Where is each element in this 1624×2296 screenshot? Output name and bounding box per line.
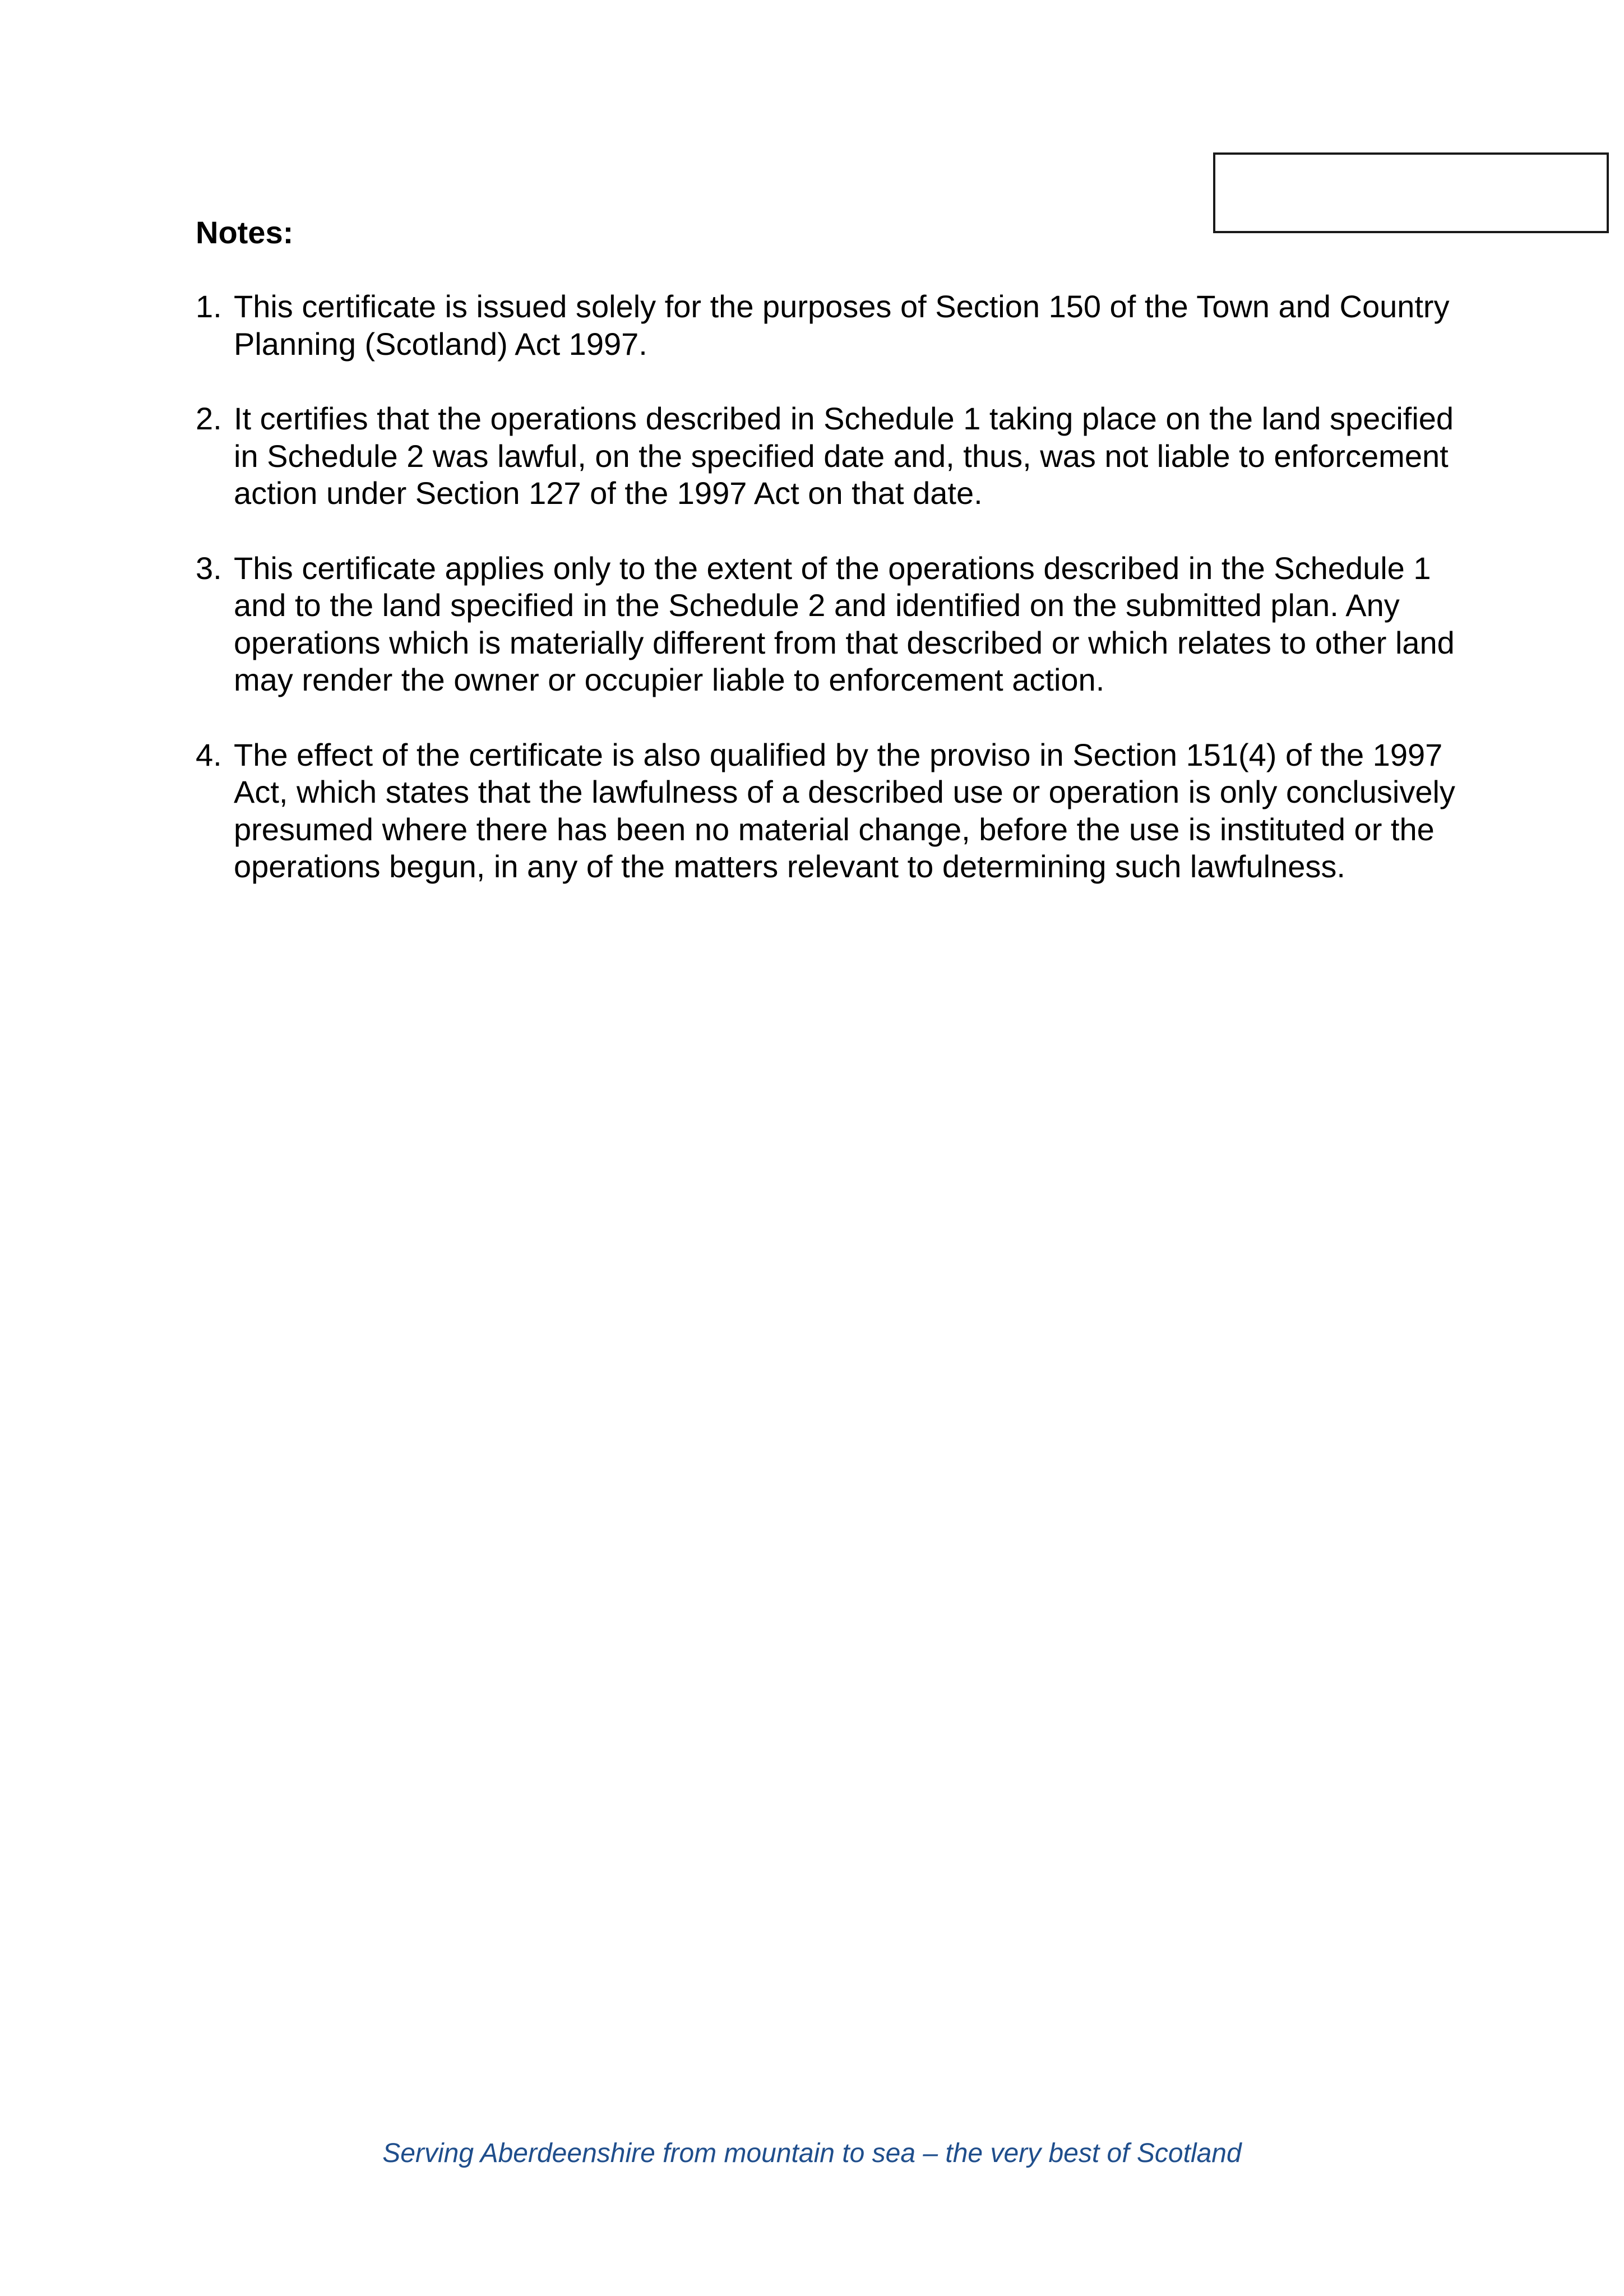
reference-box <box>1213 152 1609 233</box>
notes-list <box>196 288 1463 923</box>
note-number: 4. <box>196 737 222 772</box>
note-number: 2. <box>196 401 222 436</box>
note-text: The effect of the certificate is also qualified by the proviso in Section 151(4) of the 1997 Act, which states that the lawfulness of a described use or operation is only conclusively presumed where there has been no material change, before the use is instituted or the operations begun, in any of the matters relevant to determining such lawfulness. <box>234 737 1455 884</box>
note-number: 3. <box>196 550 222 586</box>
notes-heading: Notes: <box>196 215 294 250</box>
footer-tagline: Serving Aberdeenshire from mountain to sea – the very best of Scotland <box>382 2138 1242 2168</box>
note-text: This certificate is issued solely for the purposes of Section 150 of the Town and Country Planning (Scotland) Act 1997. <box>234 289 1450 362</box>
note-item-3 <box>196 550 1463 699</box>
note-text: It certifies that the operations described in Schedule 1 taking place on the land specified in Schedule 2 was lawful, on the specified date and, thus, was not liable to enforcement action under Section 127 of the 1997 Act on that date. <box>234 401 1454 511</box>
note-text: This certificate applies only to the extent of the operations described in the Schedule 1 and to the land specified in the Schedule 2 and identified on the submitted plan. Any operations which is materially different from that described or which relates to other land may render the owner or occupier liable to enforcement action. <box>234 550 1455 697</box>
note-item-1 <box>196 288 1463 363</box>
note-item-2 <box>196 400 1463 512</box>
note-number: 1. <box>196 289 222 324</box>
note-item-4 <box>196 737 1463 886</box>
